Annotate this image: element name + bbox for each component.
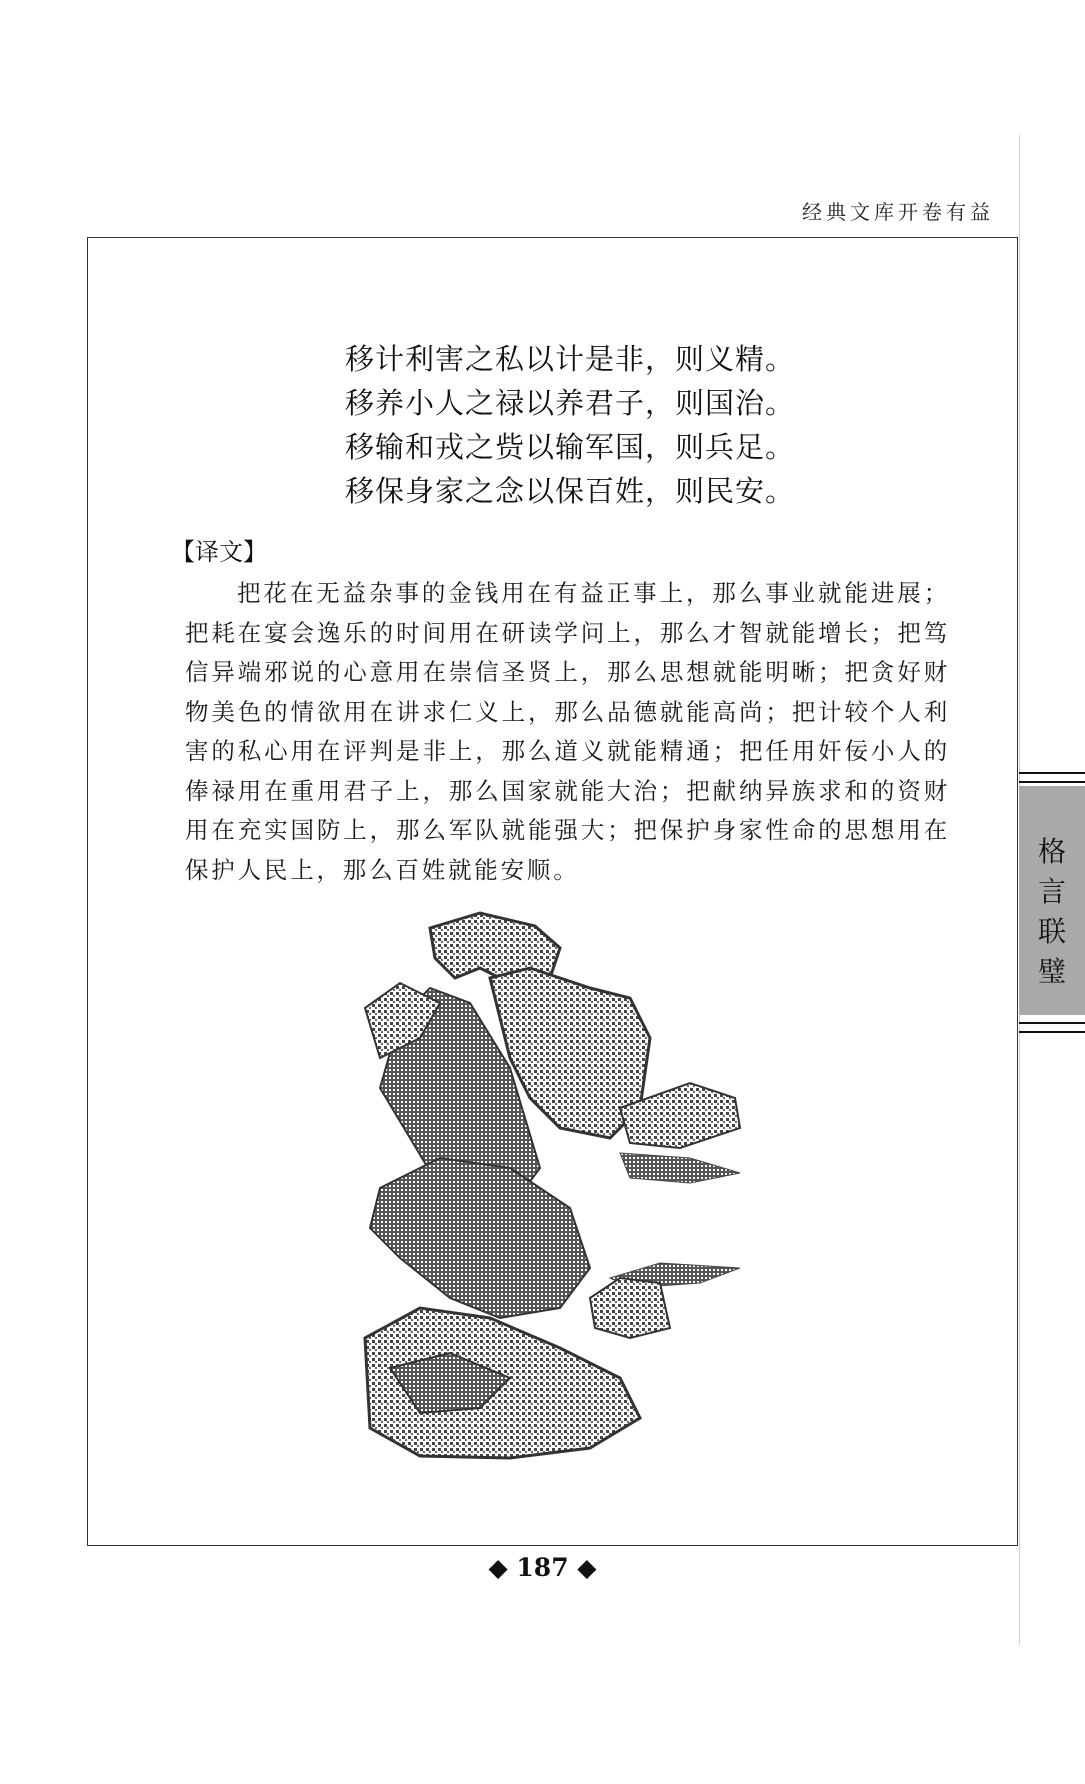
running-header: 经典文库开卷有益: [802, 200, 994, 224]
landscape-illustration: [360, 908, 795, 1463]
tab-label: [1019, 832, 1085, 992]
translation-heading: 【译文】: [171, 538, 267, 566]
page-number: ◆ 187 ◆: [488, 1553, 597, 1582]
verse-block: [345, 337, 795, 513]
translation-paragraph: 把花在无益杂事的金钱用在有益正事上，那么事业就能进展；把耗在宴会逸乐的时间用在研读学问上，那么才智就能增长；把笃信异端邪说的心意用在崇信圣贤上，那么思想就能明晰；把贪好财物美色的情欲用在讲求仁义上，那么品德就能高尚；把计较个人利害的私心用在评判是非上，那么道义就能精通；把任用奸佞小人的俸禄用在重用君子上，那么国家就能大治；把献纳异族求和的资财用在充实国防上，那么军队就能强大；把保护身家性命的思想用在保护人民上，那么百姓就能安顺。: [185, 579, 950, 884]
verse-line: 移计利害之私以计是非，则义精。: [345, 342, 796, 376]
tab-char: 联: [1037, 915, 1066, 948]
verse-line: 移输和戎之赀以输军国，则兵足。: [345, 430, 796, 464]
tab-bottom-rule: [1019, 1022, 1085, 1033]
tab-top-rule: [1019, 772, 1085, 783]
section-side-tab: [1019, 772, 1085, 1029]
tab-char: 格: [1037, 835, 1066, 868]
verse-line: 移养小人之禄以养君子，则国治。: [345, 386, 796, 420]
tab-char: 璧: [1037, 955, 1066, 988]
verse-line: 移保身家之念以保百姓，则民安。: [345, 474, 796, 508]
tab-char: 言: [1037, 875, 1066, 908]
